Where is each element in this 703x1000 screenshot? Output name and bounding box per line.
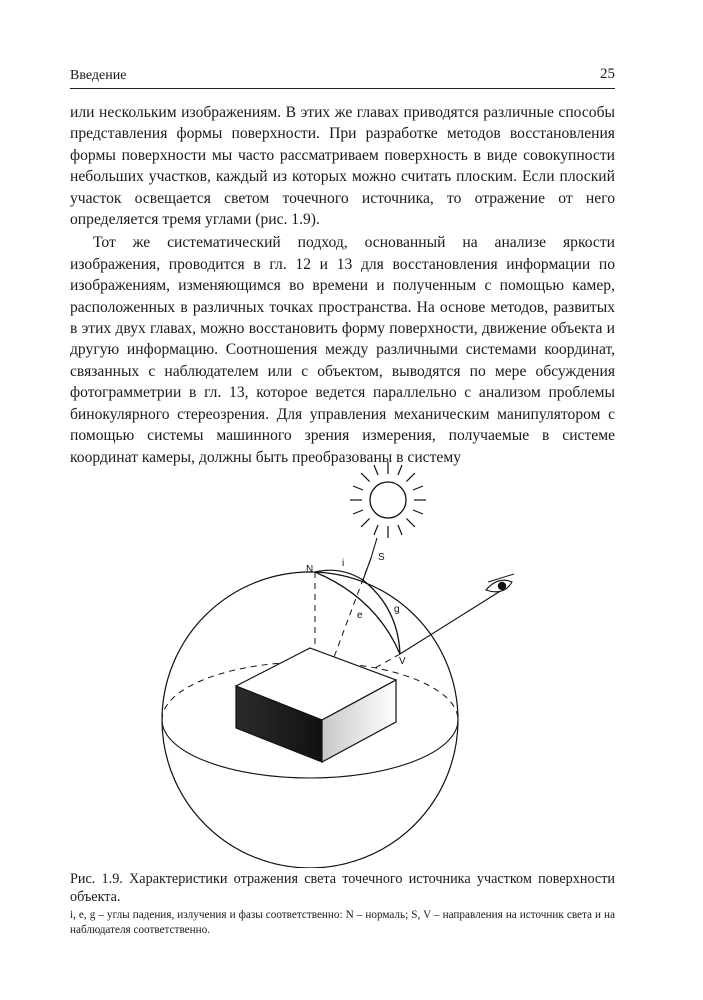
viewer-ray (400, 590, 502, 654)
figure-caption: Рис. 1.9. Характеристики отражения света точечного источника участком поверхности объекта. (70, 871, 615, 905)
paragraph-continuation: или нескольким изображениям. В этих же главах приводятся различные способы представления формы поверхности. При разработке методов восстановления формы поверхности мы часто рассматриваем поверхность в виде совокупности небольших участков, каждый из которых можно считать плоским. Если плоский участок освещается светом точечного источника, то отражение от него определяется тремя углами (рис. 1.9). (70, 104, 615, 229)
figure-caption-note: i, e, g – углы падения, излучения и фазы соответственно: N – нормаль; S, V – направления на источник света и на наблюдателя соответственно. (70, 909, 615, 936)
label-viewer: V (399, 656, 406, 667)
eye-icon (486, 574, 514, 592)
label-phase-angle: g (394, 604, 400, 615)
paragraph-systematic-approach: Тот же систематический подход, основанный на анализе яркости изображения, проводится в гл. 12 и 13 для восстановления информации по изображениям, изменяющимся во времени и полученным с помощью камер, расположенных в различных точках пространства. На основе методов, развитых в этих двух главах, можно восстановить форму поверхности, движение объекта и другую информацию. Соотношения между различными системами координат, связанных с наблюдателем или с объектом, выводятся по мере обсуждения фотограмметрии в гл. 13, которое ведется параллельно с анализом проблемы бинокулярного стереозрения. Для управления механическим манипулятором с помощью системы машинного зрения измерения, получаемые в системе координат камеры, должны быть преобразованы в систему (70, 234, 615, 466)
sun-icon (350, 462, 426, 538)
page-number: 25 (600, 66, 615, 82)
label-source: S (378, 552, 385, 563)
figure-reflection-geometry (150, 458, 550, 868)
body-text (70, 102, 615, 468)
label-emission-angle: e (357, 610, 363, 621)
surface-patch-block (236, 648, 396, 762)
label-incidence-angle: i (342, 558, 345, 569)
running-head (70, 66, 615, 89)
section-title: Введение (70, 68, 127, 83)
label-normal: N (306, 564, 314, 575)
figure-diagram (150, 458, 550, 868)
source-ray-outer (371, 538, 377, 558)
source-ray-surface (363, 558, 371, 580)
